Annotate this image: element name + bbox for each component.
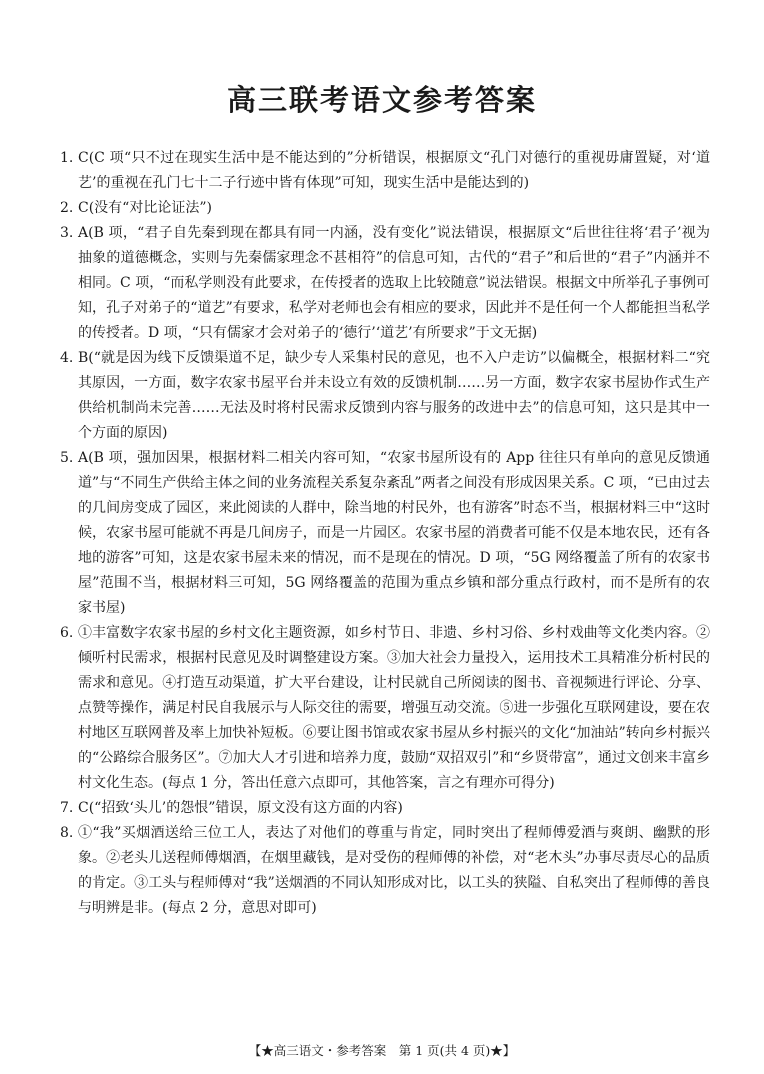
- answer-item-3: [60, 221, 710, 346]
- answer-text: A(B 项，“君子自先秦到现在都具有同一内涵，没有变化”说法错误，根据原文“后世往往将‘君子’视为抽象的道德概念，实则与先秦儒家理念不甚相符”的信息可知，古代的“君子”和后世的“君子”内涵并不相同。C 项，“而私学则没有此要求，在传授者的选取上比较随意”说法错误。根据文中所举孔子事例可知，孔子对弟子的“道艺”有要求，私学对老师也会有相应的要求，因此并不是任何一个人都能担当私学的传授者。D 项，“只有儒家才会对弟子的‘德行’‘道艺’有所要求”于文无据): [78, 225, 710, 341]
- answer-text: B(“就是因为线下反馈渠道不足，缺少专人采集村民的意见，也不入户走访”以偏概全，根据材料二“究其原因，一方面，数字农家书屋平台并未设立有效的反馈机制……另一方面，数字农家书屋协作式生产供给机制尚未完善……无法及时将村民需求反馈到内容与服务的改进中去”的信息可知，这只是其中一个方面的原因): [78, 350, 710, 441]
- answer-item-2: [60, 196, 710, 221]
- answer-item-5: [60, 446, 710, 621]
- answer-text: A(B 项，强加因果，根据材料二相关内容可知，“农家书屋所设有的 App 往往只有单向的意见反馈通道”与“不同生产供给主体之间的业务流程关系复杂紊乱”两者之间没有形成因果关系。C 项，“已由过去的几间房变成了园区，来此阅读的人群中，除当地的村民外，也有游客”时态不当，根据材料三中“这时候，农家书屋可能就不再是几间房子，而是一片园区。农家书屋的消费者可能不仅是本地农民，还有各地的游客”可知，这是农家书屋未来的情况，而不是现在的情况。D 项，“5G 网络覆盖了所有的农家书屋”范围不当，根据材料三可知，5G 网络覆盖的范围为重点乡镇和部分重点行政村，而不是所有的农家书屋): [78, 450, 710, 616]
- answer-item-4: [60, 346, 710, 446]
- answer-item-1: [60, 146, 710, 196]
- answer-number: 6.: [60, 625, 74, 641]
- answer-text: C(没有“对比论证法”): [78, 200, 212, 216]
- answer-number: 8.: [60, 825, 74, 841]
- answer-text: ①“我”买烟酒送给三位工人，表达了对他们的尊重与肯定，同时突出了程师傅爱酒与爽朗、幽默的形象。②老头儿送程师傅烟酒，在烟里藏钱，是对受伤的程师傅的补偿，对“老木头”办事尽责尽心的品质的肯定。③工头与程师傅对“我”送烟酒的不同认知形成对比，以工头的狭隘、自私突出了程师傅的善良与明辨是非。(每点 2 分，意思对即可): [78, 825, 710, 916]
- answer-text: ①丰富数字农家书屋的乡村文化主题资源，如乡村节日、非遗、乡村习俗、乡村戏曲等文化类内容。②倾听村民需求，根据村民意见及时调整建设方案。③加大社会力量投入，运用技术工具精准分析村民的需求和意见。④打造互动渠道，扩大平台建设，让村民就自己所阅读的图书、音视频进行评论、分享、点赞等操作，满足村民自我展示与人际交往的需要，增强互动交流。⑤进一步强化互联网建设，要在农村地区互联网普及率上加快补短板。⑥要让图书馆或农家书屋从乡村振兴的文化“加油站”转向乡村振兴的“公路综合服务区”。⑦加大人才引进和培养力度，鼓励“双招双引”和“乡贤带富”，通过文创来丰富乡村文化生态。(每点 1 分，答出任意六点即可，其他答案，言之有理亦可得分): [78, 625, 710, 791]
- answer-item-6: [60, 621, 710, 796]
- answer-text: C(C 项“只不过在现实生活中是不能达到的”分析错误，根据原文“孔门对德行的重视毋庸置疑，对‘道艺’的重视在孔门七十二子行迹中皆有体现”可知，现实生活中是能达到的): [78, 150, 710, 191]
- answer-number: 7.: [60, 800, 74, 816]
- page-footer: 【★高三语文・参考答案 第 1 页(共 4 页)★】: [248, 1043, 516, 1058]
- answer-number: 1.: [60, 150, 74, 166]
- answer-number: 5.: [60, 450, 74, 466]
- answer-number: 4.: [60, 350, 74, 366]
- answer-number: 3.: [60, 225, 74, 241]
- answer-list: [60, 146, 710, 921]
- answer-text: C(“招致‘头儿’的怨恨”错误，原文没有这方面的内容): [78, 800, 403, 816]
- answer-item-8: [60, 821, 710, 921]
- answer-item-7: [60, 796, 710, 821]
- answer-number: 2.: [60, 200, 74, 216]
- page-title: 高三联考语文参考答案: [226, 83, 537, 117]
